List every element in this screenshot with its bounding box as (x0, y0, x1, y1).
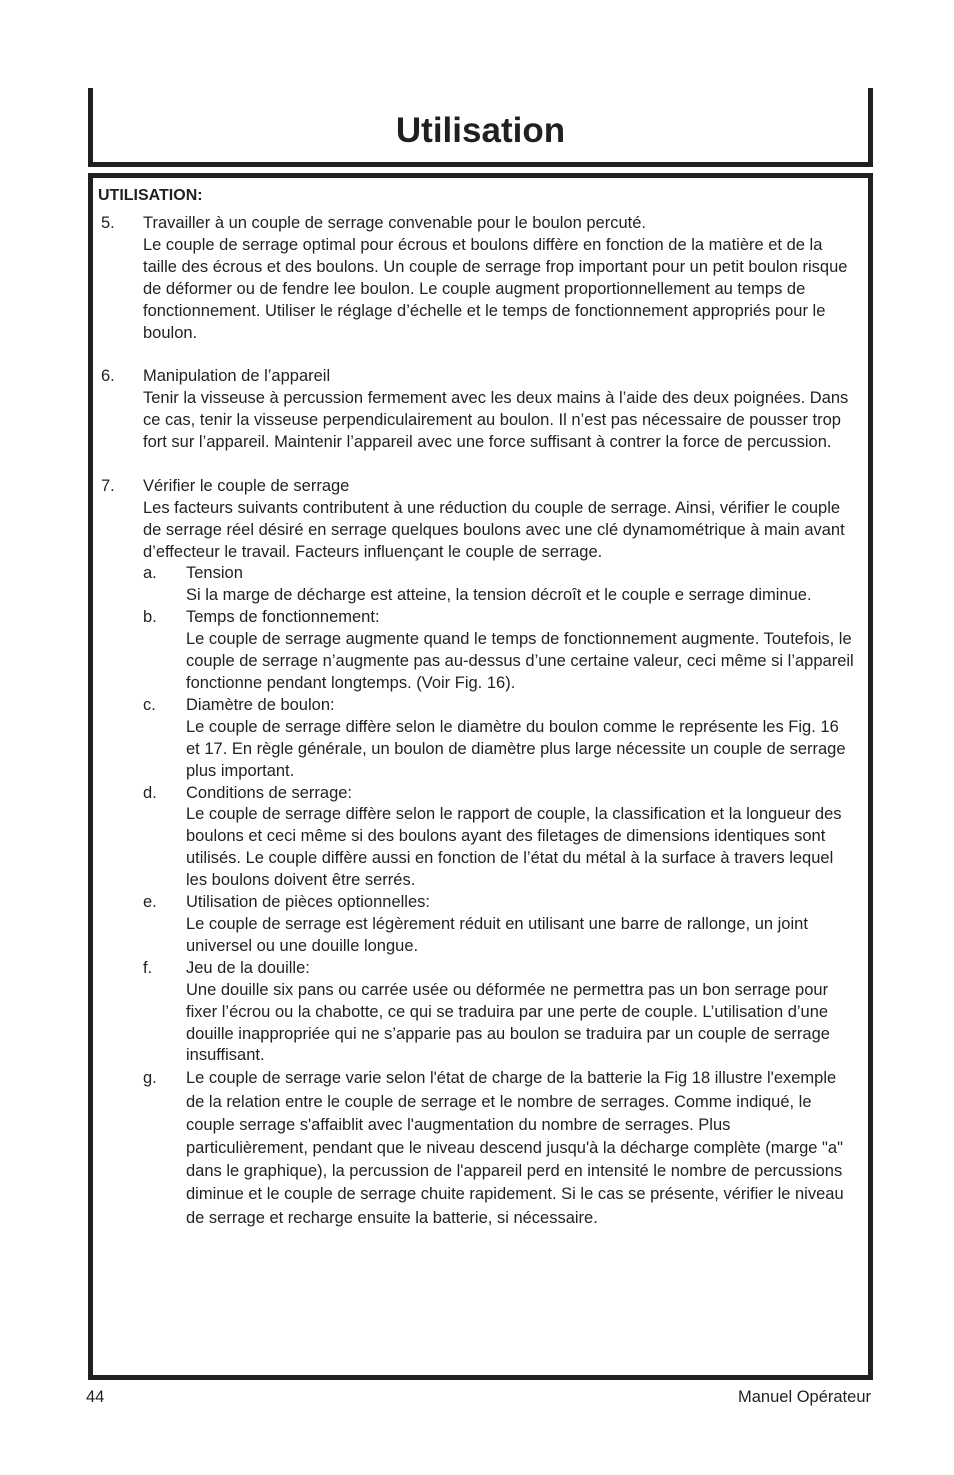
sub-item-letter: a. (143, 564, 157, 583)
sub-item-letter: e. (143, 893, 157, 912)
sub-item (143, 695, 854, 783)
sub-item-letter: c. (143, 695, 156, 714)
list-item (93, 476, 868, 1230)
sub-item (143, 958, 854, 1068)
sub-item-text: Une douille six pans ou carrée usée ou déformée ne permettra pas un bon serrage pour fixer l’écrou ou la chabotte, ce qui se traduira par une perte de couple. L’utilisation d’une douille inappropriée qui ne s’apparie pas au boulon se traduira par un couple de serrage insuffisant. (186, 980, 830, 1065)
sub-item (143, 892, 854, 958)
sub-item-letter: d. (143, 783, 157, 802)
item-text: Tenir la visseuse à percussion fermement avec les deux mains à l’aide des deux poignées. Dans ce cas, tenir la visseuse perpendiculairement au boulon. Il n’est pas nécessaire de pousser trop fort sur l’appareil. Maintenir l’appareil avec une force suffisant à contrer la force de percussion. (143, 389, 849, 452)
page-number: 44 (86, 1388, 105, 1406)
item-number: 7. (101, 476, 115, 495)
sub-item-text: Le couple de serrage varie selon l'état de charge de la batterie la Fig 18 illustre l'exemple de la relation entre le couple de serrage et le nombre de serrages. Comme indiqué, le couple serrage s'affaiblit avec l'augmentation du nombre de serrages. Plus particulièrement, pendant que le niveau descend jusqu'à la décharge complète (marge "a" dans le graphique), la percussion de l'appareil perd en intensité le nombre de percussions diminue et le couple de serrage chuite rapidement. Si le cas se présente, vérifier le niveau de serrage et recharge ensuite la batterie, si nécessaire. (186, 1069, 844, 1227)
sub-item-text: Si la marge de décharge est atteine, la tension décroît et le couple e serrage diminue. (186, 586, 812, 605)
sub-item-heading: Conditions de serrage: (186, 783, 353, 802)
title-box (88, 88, 873, 167)
sub-item (143, 783, 854, 893)
sub-item-heading: Temps de fonctionnement: (186, 608, 380, 627)
sub-item-heading: Tension (186, 564, 243, 583)
list-item (93, 366, 868, 454)
item-number: 6. (101, 367, 115, 386)
sub-item-heading: Diamètre de boulon: (186, 695, 335, 714)
sub-item (143, 607, 854, 695)
sub-item-text: Le couple de serrage est légèrement réduit en utilisant une barre de rallonge, un joint universel ou une douille longue. (186, 914, 808, 955)
sub-list (143, 563, 854, 1229)
sub-item-text: Le couple de serrage diffère selon le rapport de couple, la classification et la longueur des boulons et ceci même si des boulons ayant des filetages de dimensions identiques sont utilisés. Le couple diffère aussi en fonction de l’état du métal à la surface à travers lequel les boulons doivent être serrés. (186, 805, 842, 890)
sub-item-heading: Utilisation de pièces optionnelles: (186, 893, 430, 912)
page-title: Utilisation (395, 111, 566, 150)
list-item (93, 213, 868, 344)
sub-item-heading: Jeu de la douille: (186, 958, 310, 977)
instruction-list (93, 213, 868, 1252)
item-number: 5. (101, 214, 115, 232)
sub-item-text: Le couple de serrage augmente quand le temps de fonctionnement augmente. Toutefois, le couple de serrage n’augmente pas au-dessus d’une certaine valeur, ceci même si l’appareil fonctionne pendant longtemps. (Voir Fig. 16). (186, 630, 854, 692)
item-heading: Manipulation de l’appareil (143, 367, 331, 386)
sub-item-letter: b. (143, 608, 157, 627)
section-label: UTILISATION: (98, 187, 203, 204)
item-heading: Travailler à un couple de serrage convenable pour le boulon percuté. (143, 214, 646, 232)
sub-item (143, 1067, 854, 1229)
item-heading: Vérifier le couple de serrage (143, 476, 350, 495)
sub-item-letter: g. (143, 1069, 157, 1088)
manual-name: Manuel Opérateur (738, 1388, 871, 1406)
content-box (88, 173, 873, 1380)
sub-item (143, 563, 854, 607)
item-text: Le couple de serrage optimal pour écrous et boulons diffère en fonction de la matière et de la taille des écrous et des boulons. Un couple de serrage frop important pour un petit boulon risque de déformer ou de fendre lee boulon. Le couple augment proportionnellement au temps de fonctionnement. Utiliser le réglage d’échelle et le temps de fonctionnement appropriés pour le boulon. (143, 235, 848, 342)
item-text: Les facteurs suivants contributent à une réduction du couple de serrage. Ainsi, vérifier le couple de serrage réel désiré en serrage quelques boulons avec une clé dynamométrique à main avant d’effecteur le travail. Facteurs influençant le couple de serrage. (143, 498, 845, 561)
sub-item-letter: f. (143, 958, 153, 977)
sub-item-text: Le couple de serrage diffère selon le diamètre du boulon comme le représente les Fig. 16 et 17. En règle générale, un boulon de diamètre plus large nécessite un couple de serrage plus important. (186, 717, 846, 780)
